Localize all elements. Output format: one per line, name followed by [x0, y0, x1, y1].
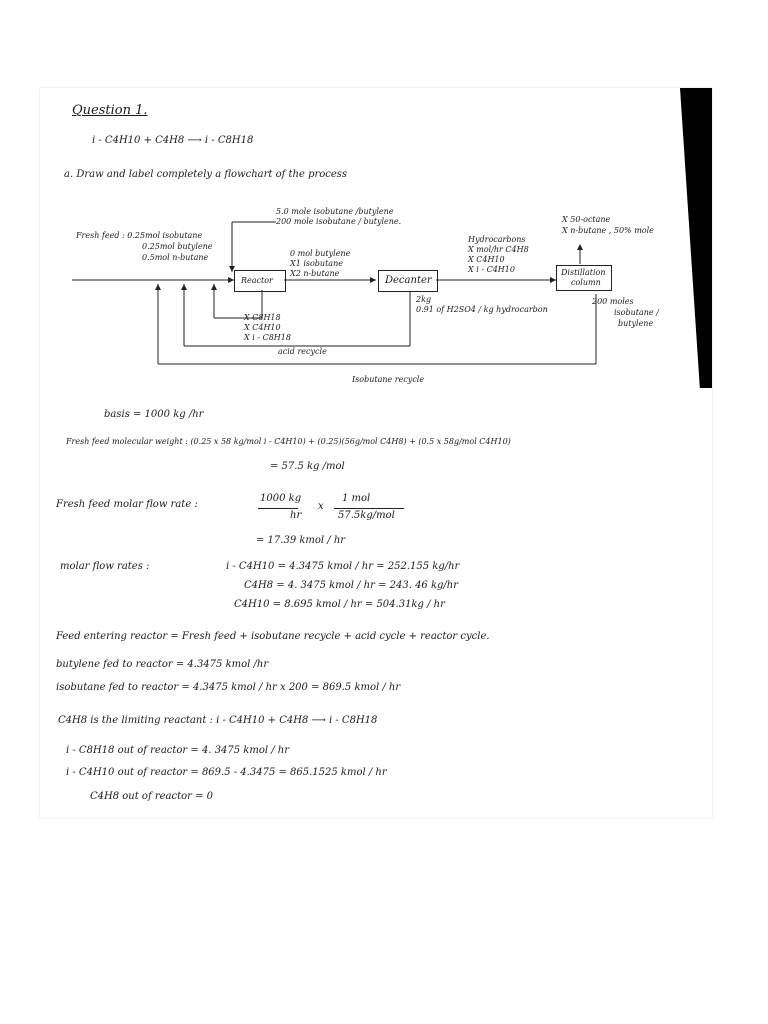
rate-butylene: C4H8 = 4. 3475 kmol / hr = 243. 46 kg/hr	[244, 580, 459, 591]
molecular-weight-result: = 57.5 kg /mol	[270, 461, 345, 472]
fresh-feed-3: 0.5mol n-butane	[142, 253, 209, 262]
limiting-reactant: C4H8 is the limiting reactant : i - C4H10 + C4H8 ⟶ i - C8H18	[58, 715, 378, 726]
part-a-prompt: a. Draw and label completely a flowchart of the process	[64, 169, 348, 180]
reactor-box	[234, 270, 286, 292]
column-top-1: X 50-octane	[562, 215, 611, 224]
acid-stream-2: X C4H10	[244, 323, 281, 332]
hydrocarbons-4: X i - C4H10	[468, 265, 515, 274]
decanter-box	[378, 270, 438, 292]
rates-label: molar flow rates :	[60, 561, 150, 572]
fresh-feed-2: 0.25mol butylene	[142, 242, 213, 251]
reactor-label: Reactor	[241, 276, 273, 285]
column-label-1: Distillation	[561, 268, 606, 277]
decanter-bottom-1: 2kg	[416, 295, 432, 304]
out-isobutane: i - C4H10 out of reactor = 869.5 - 4.3475 = 865.1525 kmol / hr	[66, 767, 387, 778]
decanter-bottom-2: 0.91 of H2SO4 / kg hydrocarbon	[416, 305, 548, 314]
column-bottom-1: 200 moles	[592, 297, 634, 306]
fraction-bar	[258, 508, 298, 509]
molar-flow-result: = 17.39 kmol / hr	[256, 535, 346, 546]
out-octane: i - C8H18 out of reactor = 4. 3475 kmol / hr	[66, 745, 290, 756]
isobutane-recycle-label: Isobutane recycle	[352, 375, 425, 384]
molar-flow-label: Fresh feed molar flow rate :	[56, 499, 198, 510]
rate-isobutane: i - C4H10 = 4.3475 kmol / hr = 252.155 kg/hr	[226, 561, 460, 572]
question-heading: Question 1.	[72, 103, 148, 118]
rate-butane: C4H10 = 8.695 kmol / hr = 504.31kg / hr	[234, 599, 445, 610]
molecular-weight-line: Fresh feed molecular weight : (0.25 x 58 kg/mol i - C4H10) + (0.25)(56g/mol C4H8) + (0.5 x 58g/mol C4H10)	[66, 437, 511, 446]
molar-flow-denominator: hr	[290, 510, 302, 521]
multiply-sign: x	[318, 501, 324, 512]
per-mol-denominator: 57.5kg/mol	[338, 510, 395, 521]
acid-stream-1: X C8H18	[244, 313, 281, 322]
reaction-equation: i - C4H10 + C4H8 ⟶ i - C8H18	[92, 135, 254, 146]
hydrocarbons-1: Hydrocarbons	[468, 235, 526, 244]
isobutane-fed: isobutane fed to reactor = 4.3475 kmol / hr x 200 = 869.5 kmol / hr	[56, 682, 401, 693]
fresh-feed-1: Fresh feed : 0.25mol isobutane	[76, 231, 203, 240]
reactor-out-1: 0 mol butylene	[290, 249, 351, 258]
acid-recycle-label: acid recycle	[278, 347, 327, 356]
reactor-out-3: X2 n-butane	[290, 269, 340, 278]
distillation-column-box	[556, 265, 612, 291]
reactor-note-1: 5.0 mole isobutane /butylene	[276, 207, 394, 216]
acid-stream-3: X i - C8H18	[244, 333, 291, 342]
hydrocarbons-2: X mol/hr C4H8	[468, 245, 529, 254]
decanter-label: Decanter	[385, 275, 432, 286]
per-mol-numerator: 1 mol	[342, 493, 371, 504]
basis: basis = 1000 kg /hr	[104, 409, 204, 420]
reactor-note-2: 200 mole isobutane / butylene.	[276, 217, 402, 226]
molar-flow-numerator: 1000 kg	[260, 493, 302, 504]
column-top-2: X n-butane , 50% mole	[562, 226, 654, 235]
hydrocarbons-3: X C4H10	[468, 255, 505, 264]
feed-entering-reactor: Feed entering reactor = Fresh feed + isobutane recycle + acid cycle + reactor cycle.	[56, 631, 490, 642]
column-label-2: column	[571, 278, 601, 287]
column-bottom-3: butylene	[618, 319, 654, 328]
fraction-bar	[334, 508, 404, 509]
column-bottom-2: isobutane /	[614, 308, 659, 317]
butylene-fed: butylene fed to reactor = 4.3475 kmol /hr	[56, 659, 269, 670]
reactor-out-2: X1 isobutane	[290, 259, 343, 268]
out-butylene: C4H8 out of reactor = 0	[90, 791, 214, 802]
